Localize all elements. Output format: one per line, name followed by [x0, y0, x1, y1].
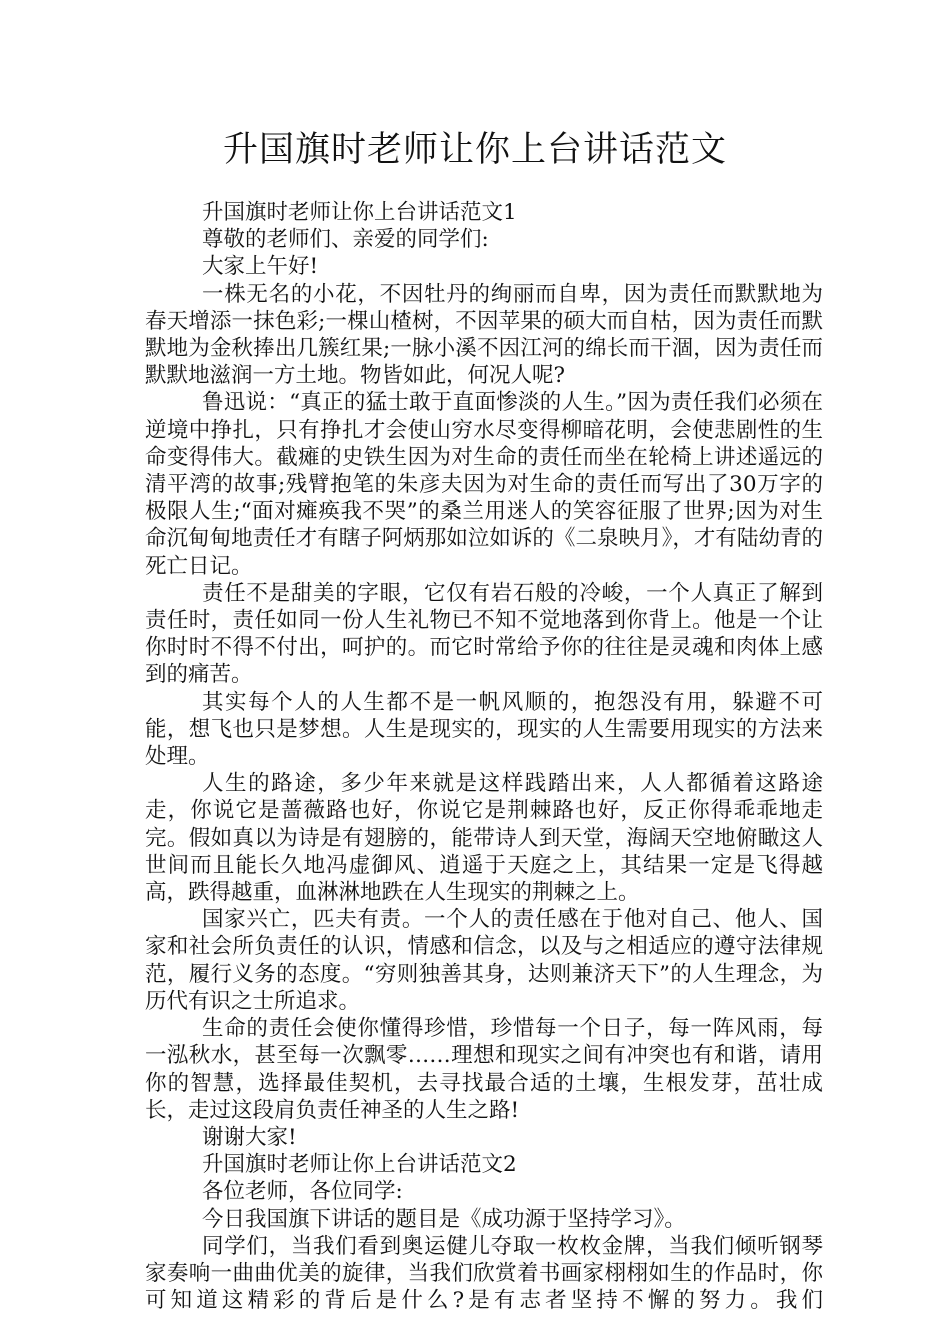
- salutation: 尊敬的老师们、亲爱的同学们:: [202, 227, 489, 253]
- section-heading-1: 升国旗时老师让你上台讲话范文1: [202, 200, 517, 225]
- paragraph: 今日我国旗下讲话的题目是《成功源于坚持学习》。: [202, 1206, 686, 1232]
- paragraph: 国家兴亡，匹夫有责。一个人的责任感在于他对自己、他人、国家和社会所负责任的认识，情感和信念，以及与之相适应的遵守法律规范，履行义务的态度。“穷则独善其身，达则兼济天下”的人生理念，为历代有识之士所追求。: [145, 907, 823, 1014]
- document-title: 升国旗时老师让你上台讲话范文: [222, 130, 727, 170]
- paragraph: 同学们，当我们看到奥运健儿夺取一枚枚金牌，当我们倾听钢琴家奏响一曲曲优美的旋律，当我们欣赏着书画家栩栩如生的作品时，你可知道这精彩的背后是什么?是有志者坚持不懈的努力。我们: [145, 1233, 823, 1314]
- closing: 谢谢大家!: [202, 1124, 297, 1150]
- greeting: 大家上午好!: [202, 254, 319, 280]
- salutation: 各位老师，各位同学:: [202, 1179, 403, 1205]
- section-heading-2: 升国旗时老师让你上台讲话范文2: [202, 1152, 517, 1178]
- document-body: [145, 199, 823, 1314]
- paragraph: 人生的路途，多少年来就是这样践踏出来，人人都循着这路途走，你说它是蔷薇路也好，你说它是荆棘路也好，反正你得乖乖地走完。假如真以为诗是有翅膀的，能带诗人到天堂，海阔天空地俯瞰这人世间而且能长久地冯虚御风、逍遥于天庭之上，其结果一定是飞得越高，跌得越重，血淋淋地跌在人生现实的荆棘之上。: [145, 771, 823, 906]
- paragraph: 责任不是甜美的字眼，它仅有岩石般的冷峻，一个人真正了解到责任时，责任如同一份人生礼物已不知不觉地落到你背上。他是一个让你时时不得不付出，呵护的。而它时常给予你的往往是灵魂和肉体上感到的痛苦。: [145, 580, 823, 688]
- paragraph: 鲁迅说：“真正的猛士敢于直面惨淡的人生。”因为责任我们必须在逆境中挣扎，只有挣扎才会使山穷水尽变得柳暗花明，会使悲剧性的生命变得伟大。截瘫的史铁生因为对生命的责任而坐在轮椅上讲述遥远的清平湾的故事;残臂抱笔的朱彦夫因为对生命的责任而写出了30万字的极限人生;“面对瘫痪我不哭”的桑兰用迷人的笑容征服了世界;因为对生命沉甸甸地责任才有瞎子阿炳那如泣如诉的《二泉映月》，才有陆幼青的死亡日记。: [145, 390, 823, 579]
- paragraph: 生命的责任会使你懂得珍惜，珍惜每一个日子，每一阵风雨，每一泓秋水，甚至每一次飘零……理想和现实之间有冲突也有和谐，请用你的智慧，选择最佳契机，去寻找最合适的土壤，生根发芽，茁壮成长，走过这段肩负责任神圣的人生之路!: [145, 1016, 823, 1123]
- paragraph: 一株无名的小花，不因牡丹的绚丽而自卑，因为责任而默默地为春天增添一抹色彩;一棵山楂树，不因苹果的硕大而自枯，因为责任而默默地为金秋捧出几簇红果;一脉小溪不因江河的绵长而干涸，因为责任而默默地滋润一方土地。物皆如此，何况人呢?: [145, 281, 823, 389]
- paragraph: 其实每个人的人生都不是一帆风顺的，抱怨没有用，躲避不可能，想飞也只是梦想。人生是现实的，现实的人生需要用现实的方法来处理。: [145, 689, 823, 770]
